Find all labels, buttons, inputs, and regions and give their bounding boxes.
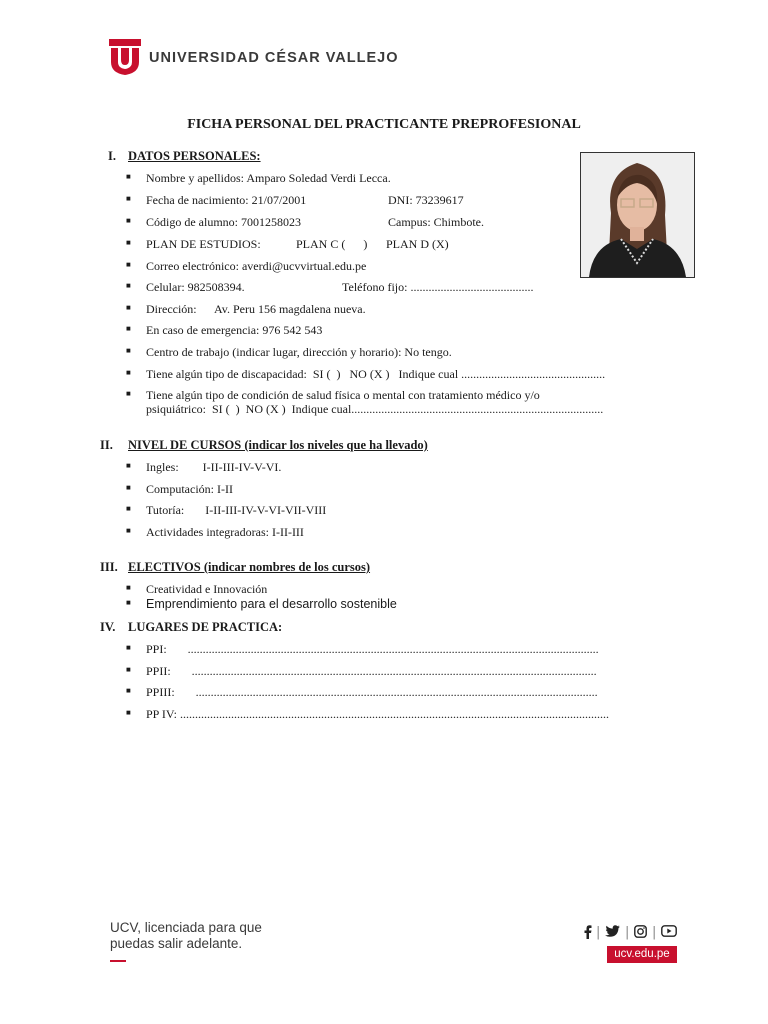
section-label: LUGARES DE PRACTICA: [128,620,283,634]
section-label: DATOS PERSONALES: [128,149,261,163]
bullet-icon: ■ [126,346,131,355]
condicion-continuation: psiquiátrico: SI ( ) NO (X ) Indique cual.................................................................................... [146,402,604,416]
bullet-icon: ■ [126,281,131,290]
section-number: III. [100,560,118,574]
bullet-icon: ■ [126,598,131,607]
slogan-line-2: puedas salir adelante. [110,936,243,951]
bullet-icon: ■ [126,504,131,513]
section-number: I. [108,149,116,163]
bullet-icon: ■ [126,583,131,592]
student-photo [580,152,695,278]
footer-accent-line [110,960,126,962]
bullet-icon: ■ [126,665,131,674]
section-number: II. [100,438,113,452]
website-link[interactable]: ucv.edu.pe [607,946,677,963]
bullet-icon: ■ [126,368,131,377]
university-logo-icon [108,38,142,81]
section-number: IV. [100,620,116,634]
bullet-icon: ■ [126,172,131,181]
bullet-icon: ■ [126,708,131,717]
youtube-icon[interactable] [661,925,677,941]
bullet-icon: ■ [126,260,131,269]
campus-field: Campus: Chimbote. [388,215,484,229]
twitter-icon[interactable] [605,925,620,942]
bullet-icon: ■ [126,238,131,247]
footer-slogan [110,920,262,952]
bullet-icon: ■ [126,643,131,652]
page-title: FICHA PERSONAL DEL PRACTICANTE PREPROFESIONAL [187,117,581,132]
bullet-icon: ■ [126,483,131,492]
university-name: UNIVERSIDAD CÉSAR VALLEJO [149,50,399,66]
separator: | [625,925,630,940]
plan-c-field: PLAN C ( ) [296,237,368,251]
telefono-field: Teléfono fijo: ......................................... [342,280,534,294]
bullet-icon: ■ [126,389,131,398]
bullet-icon: ■ [126,303,131,312]
separator: | [596,925,601,940]
separator: | [652,925,657,940]
section-label: ELECTIVOS (indicar nombres de los cursos) [128,560,371,574]
bullet-icon: ■ [126,324,131,333]
section-label: NIVEL DE CURSOS (indicar los niveles que ha llevado) [128,438,428,452]
bullet-icon: ■ [126,686,131,695]
plan-d-field: PLAN D (X) [386,237,449,251]
instagram-icon[interactable] [634,925,647,942]
bullet-icon: ■ [126,216,131,225]
dni-field: DNI: 73239617 [388,193,464,207]
slogan-line-1: UCV, licenciada para que [110,920,262,935]
bullet-icon: ■ [126,461,131,470]
bullet-icon: ■ [126,526,131,535]
facebook-icon[interactable] [584,925,592,943]
bullet-icon: ■ [126,194,131,203]
